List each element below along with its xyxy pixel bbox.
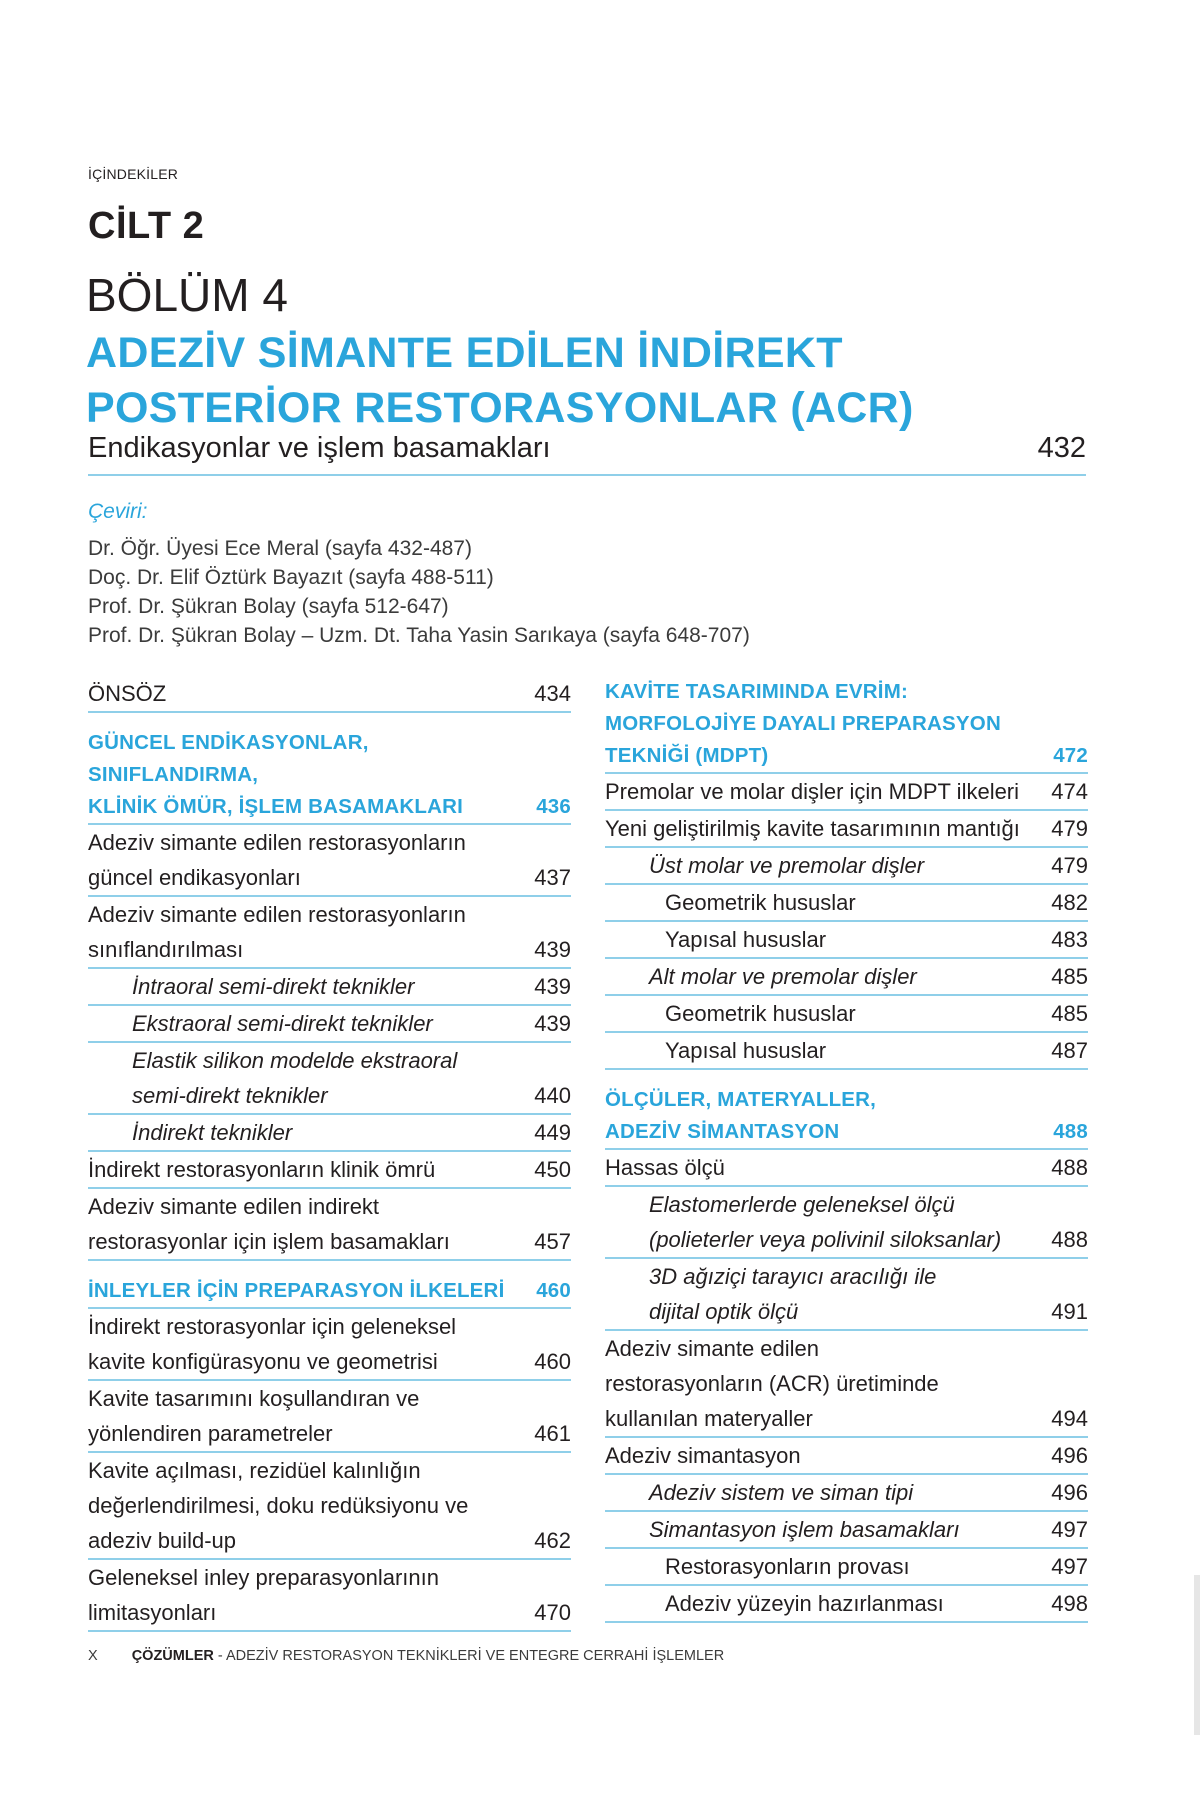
toc-entry-page: 482 <box>1051 890 1088 915</box>
toc-entry-title <box>605 811 1051 846</box>
toc-entry-page: 496 <box>1051 1443 1088 1468</box>
toc-entry[interactable] <box>605 1150 1088 1187</box>
page-edge-mark <box>1194 1575 1200 1735</box>
toc-entry[interactable] <box>605 996 1088 1033</box>
chapter-number: BÖLÜM 4 <box>86 269 288 321</box>
toc-entry-title-line: MORFOLOJİYE DAYALI PREPARASYON <box>605 712 1001 735</box>
toc-entry-title-line: İndirekt restorasyonların klinik ömrü <box>88 1157 436 1182</box>
toc-entry[interactable] <box>605 1187 1088 1259</box>
toc-entry-title <box>88 969 534 1004</box>
toc-entry-page: 488 <box>1053 1120 1088 1143</box>
toc-entry[interactable] <box>88 969 571 1006</box>
chapter-subtitle-page: 432 <box>1037 432 1086 464</box>
toc-entry[interactable] <box>605 922 1088 959</box>
toc-entry[interactable] <box>88 825 571 897</box>
toc-entry-title-line: Elastomerlerde geleneksel ölçü <box>649 1192 955 1217</box>
toc-entry[interactable] <box>605 1512 1088 1549</box>
translator-line: Doç. Dr. Elif Öztürk Bayazıt (sayfa 488-511) <box>88 566 494 589</box>
toc-entry-page: 483 <box>1051 927 1088 952</box>
toc-entry-page: 457 <box>534 1229 571 1254</box>
toc-column-right <box>605 676 1088 1623</box>
toc-entry-page: 440 <box>534 1083 571 1108</box>
toc-entry-title-line: restorasyonların (ACR) üretiminde <box>605 1371 939 1396</box>
toc-entry-title <box>88 1189 534 1259</box>
toc-entry-title-line: Adeziv simante edilen <box>605 1336 820 1361</box>
toc-entry-title-line: 3D ağıziçi tarayıcı aracılığı ile <box>649 1264 937 1289</box>
toc-entry-title-line: Üst molar ve premolar dişler <box>649 853 925 878</box>
toc-entry-page: 498 <box>1051 1591 1088 1616</box>
toc-entry[interactable] <box>605 1438 1088 1475</box>
toc-entry-title <box>605 1150 1051 1185</box>
chapter-subtitle-row[interactable] <box>88 432 1086 476</box>
toc-entry-title-line: TEKNİĞİ (MDPT) <box>605 744 769 767</box>
toc-entry-title-line: Kavite tasarımını koşullandıran ve <box>88 1386 420 1411</box>
page-footer <box>88 1648 724 1664</box>
toc-entry-page: 437 <box>534 865 571 890</box>
toc-entry-title-line: Adeziv simantasyon <box>605 1443 801 1468</box>
toc-entry-title-line: (polieterler veya polivinil siloksanlar) <box>649 1227 1002 1252</box>
toc-entry-page: 450 <box>534 1157 571 1182</box>
toc-entry-title <box>88 1152 534 1187</box>
toc-entry-title <box>605 1549 1051 1584</box>
toc-entry-title-line: kullanılan materyaller <box>605 1406 813 1431</box>
toc-entry-page: 497 <box>1051 1517 1088 1542</box>
toc-entry-title-line: Premolar ve molar dişler için MDPT ilkeleri <box>605 779 1020 804</box>
toc-entry[interactable] <box>605 959 1088 996</box>
toc-entry-page: 436 <box>536 795 571 818</box>
toc-entry-title <box>88 1275 536 1307</box>
volume-title: CİLT 2 <box>88 205 205 247</box>
toc-entry-page: 485 <box>1051 1001 1088 1026</box>
toc-entry-title <box>605 885 1051 920</box>
toc-entry-title-line: Geleneksel inley preparasyonlarının <box>88 1565 439 1590</box>
toc-entry-title-line: yönlendiren parametreler <box>88 1421 333 1446</box>
toc-entry-page: 439 <box>534 974 571 999</box>
toc-entry-title-line: Geometrik hususlar <box>665 1001 856 1026</box>
toc-entry-page: 460 <box>534 1349 571 1374</box>
toc-entry-page: 488 <box>1051 1155 1088 1180</box>
toc-entry[interactable] <box>88 1309 571 1381</box>
toc-entry[interactable] <box>605 1549 1088 1586</box>
toc-section-heading[interactable] <box>605 1084 1088 1150</box>
toc-entry[interactable] <box>88 1560 571 1632</box>
toc-entry-page: 439 <box>534 1011 571 1036</box>
toc-entry-title <box>605 1187 1051 1257</box>
toc-entry-page: 470 <box>534 1600 571 1625</box>
toc-entry-title <box>605 959 1051 994</box>
toc-entry-page: 491 <box>1051 1299 1088 1324</box>
toc-entry-title <box>88 1560 534 1630</box>
toc-entry-page: 472 <box>1053 744 1088 767</box>
chapter-title-line: POSTERİOR RESTORASYONLAR (ACR) <box>86 384 914 432</box>
footer-page-number: X <box>88 1648 98 1664</box>
toc-entry[interactable] <box>605 1586 1088 1623</box>
toc-entry-title <box>605 1331 1051 1436</box>
toc-entry-title-line: güncel endikasyonları <box>88 865 301 890</box>
toc-entry-title <box>88 1006 534 1041</box>
toc-entry-title <box>88 1453 534 1558</box>
toc-entry[interactable] <box>88 1189 571 1261</box>
toc-entry-title-line: Yapısal hususlar <box>665 927 827 952</box>
toc-entry[interactable] <box>605 885 1088 922</box>
toc-entry-title-line: limitasyonları <box>88 1600 217 1625</box>
chapter-subtitle: Endikasyonlar ve işlem basamakları <box>88 432 551 464</box>
toc-entry-title <box>605 1259 1051 1329</box>
toc-entry[interactable] <box>605 848 1088 885</box>
toc-entry-title <box>605 1512 1051 1547</box>
toc-entry-title-line: Adeziv yüzeyin hazırlanması <box>665 1591 944 1616</box>
toc-entry-page: 479 <box>1051 816 1088 841</box>
toc-entry-title <box>605 922 1051 957</box>
toc-entry-title <box>605 1033 1051 1068</box>
toc-entry-title-line: Yeni geliştirilmiş kavite tasarımının mantığı <box>605 816 1020 841</box>
toc-entry[interactable] <box>605 774 1088 811</box>
toc-entry[interactable] <box>88 676 571 713</box>
chapter-title <box>86 326 1086 436</box>
toc-entry-title-line: semi-direkt teknikler <box>132 1083 328 1108</box>
toc-column-left <box>88 676 571 1632</box>
toc-entry[interactable] <box>88 1152 571 1189</box>
toc-entry-page: 479 <box>1051 853 1088 878</box>
toc-entry-title-line: Alt molar ve premolar dişler <box>649 964 917 989</box>
toc-entry-title-line: adeziv build-up <box>88 1528 236 1553</box>
toc-entry-title-line: İndirekt teknikler <box>132 1120 293 1145</box>
translator-list <box>88 534 750 650</box>
toc-entry-title-line: dijital optik ölçü <box>649 1299 799 1324</box>
toc-entry[interactable] <box>605 1259 1088 1331</box>
toc-entry-title <box>88 1043 534 1113</box>
toc-entry-title-line: Restorasyonların provası <box>665 1554 910 1579</box>
toc-entry-title-line: sınıflandırılması <box>88 937 244 962</box>
toc-entry-title-line: kavite konfigürasyonu ve geometrisi <box>88 1349 438 1374</box>
toc-entry-title-line: KAVİTE TASARIMINDA EVRİM: <box>605 680 909 703</box>
toc-entry-title-line: ADEZİV SİMANTASYON <box>605 1120 840 1143</box>
toc-entry-title-line: Geometrik hususlar <box>665 890 856 915</box>
toc-entry-page: 487 <box>1051 1038 1088 1063</box>
translator-line: Dr. Öğr. Üyesi Ece Meral (sayfa 432-487) <box>88 537 472 560</box>
toc-entry-page: 461 <box>534 1421 571 1446</box>
toc-entry[interactable] <box>605 1475 1088 1512</box>
toc-entry-title <box>88 727 536 823</box>
toc-entry-title-line: Elastik silikon modelde ekstraoral <box>132 1048 458 1073</box>
toc-entry-title <box>88 1381 534 1451</box>
toc-entry-title <box>605 1475 1051 1510</box>
toc-entry-title <box>88 676 534 711</box>
toc-section-heading[interactable] <box>88 727 571 825</box>
toc-entry-title <box>88 1115 534 1150</box>
toc-entry-title-line: Simantasyon işlem basamakları <box>649 1517 960 1542</box>
toc-entry-title-line: Adeziv simante edilen restorasyonların <box>88 830 466 855</box>
toc-entry-page: 449 <box>534 1120 571 1145</box>
toc-entry-title-line: restorasyonlar için işlem basamakları <box>88 1229 450 1254</box>
footer-book-title: ÇÖZÜMLER <box>131 1648 214 1664</box>
toc-section-heading[interactable] <box>88 1275 571 1309</box>
toc-entry-page: 474 <box>1051 779 1088 804</box>
toc-entry-page: 462 <box>534 1528 571 1553</box>
toc-entry-title <box>605 676 1053 772</box>
toc-entry-title-line: KLİNİK ÖMÜR, İŞLEM BASAMAKLARI <box>88 795 463 818</box>
toc-entry-title <box>88 825 534 895</box>
toc-entry-title <box>88 897 534 967</box>
toc-entry-title <box>605 996 1051 1031</box>
toc-entry-page: 434 <box>534 681 571 706</box>
toc-entry-title <box>605 848 1051 883</box>
toc-entry-title-line: İndirekt restorasyonlar için geleneksel <box>88 1314 457 1339</box>
toc-entry[interactable] <box>88 1453 571 1560</box>
toc-entry-page: 439 <box>534 937 571 962</box>
toc-entry-page: 485 <box>1051 964 1088 989</box>
toc-entry-title-line: Hassas ölçü <box>605 1155 725 1180</box>
toc-entry-title <box>605 1438 1051 1473</box>
toc-entry-title <box>605 774 1051 809</box>
toc-entry[interactable] <box>88 897 571 969</box>
toc-entry-title-line: değerlendirilmesi, doku redüksiyonu ve <box>88 1493 469 1518</box>
toc-entry-title <box>605 1586 1051 1621</box>
toc-entry-title-line: İNLEYLER İÇİN PREPARASYON İLKELERİ <box>88 1279 505 1302</box>
toc-entry-title-line: GÜNCEL ENDİKASYONLAR, SINIFLANDIRMA, <box>88 731 369 786</box>
toc-entry-page: 494 <box>1051 1406 1088 1431</box>
toc-entry[interactable] <box>605 811 1088 848</box>
toc-section-heading[interactable] <box>605 676 1088 774</box>
toc-entry[interactable] <box>88 1043 571 1115</box>
toc-entry-title <box>88 1309 534 1379</box>
footer-book-subtitle: - ADEZİV RESTORASYON TEKNİKLERİ VE ENTEGRE CERRAHİ İŞLEMLER <box>213 1648 725 1664</box>
toc-entry[interactable] <box>88 1381 571 1453</box>
translator-line: Prof. Dr. Şükran Bolay – Uzm. Dt. Taha Yasin Sarıkaya (sayfa 648-707) <box>88 624 750 647</box>
toc-entry[interactable] <box>88 1115 571 1152</box>
toc-entry-page: 497 <box>1051 1554 1088 1579</box>
toc-entry-title-line: ÖNSÖZ <box>88 681 167 706</box>
toc-entry-title-line: Kavite açılması, rezidüel kalınlığın <box>88 1458 421 1483</box>
toc-entry-title-line: Adeziv simante edilen indirekt <box>88 1194 380 1219</box>
toc-entry-page: 496 <box>1051 1480 1088 1505</box>
chapter-title-line: ADEZİV SİMANTE EDİLEN İNDİREKT <box>86 329 843 377</box>
toc-entry-title-line: ÖLÇÜLER, MATERYALLER, <box>605 1088 877 1111</box>
toc-entry-title-line: Adeziv simante edilen restorasyonların <box>88 902 466 927</box>
toc-entry-page: 488 <box>1051 1227 1088 1252</box>
toc-entry-title <box>605 1084 1053 1148</box>
toc-kicker: İÇİNDEKİLER <box>88 166 179 182</box>
toc-entry-title-line: Yapısal hususlar <box>665 1038 827 1063</box>
translation-heading: Çeviri: <box>88 500 148 523</box>
toc-entry-title-line: Adeziv sistem ve siman tipi <box>649 1480 914 1505</box>
toc-entry[interactable] <box>88 1006 571 1043</box>
toc-entry-title-line: Ekstraoral semi-direkt teknikler <box>132 1011 433 1036</box>
translator-line: Prof. Dr. Şükran Bolay (sayfa 512-647) <box>88 595 449 618</box>
toc-entry[interactable] <box>605 1331 1088 1438</box>
toc-entry-page: 460 <box>536 1279 571 1302</box>
toc-entry[interactable] <box>605 1033 1088 1070</box>
toc-entry-title-line: İntraoral semi-direkt teknikler <box>132 974 415 999</box>
